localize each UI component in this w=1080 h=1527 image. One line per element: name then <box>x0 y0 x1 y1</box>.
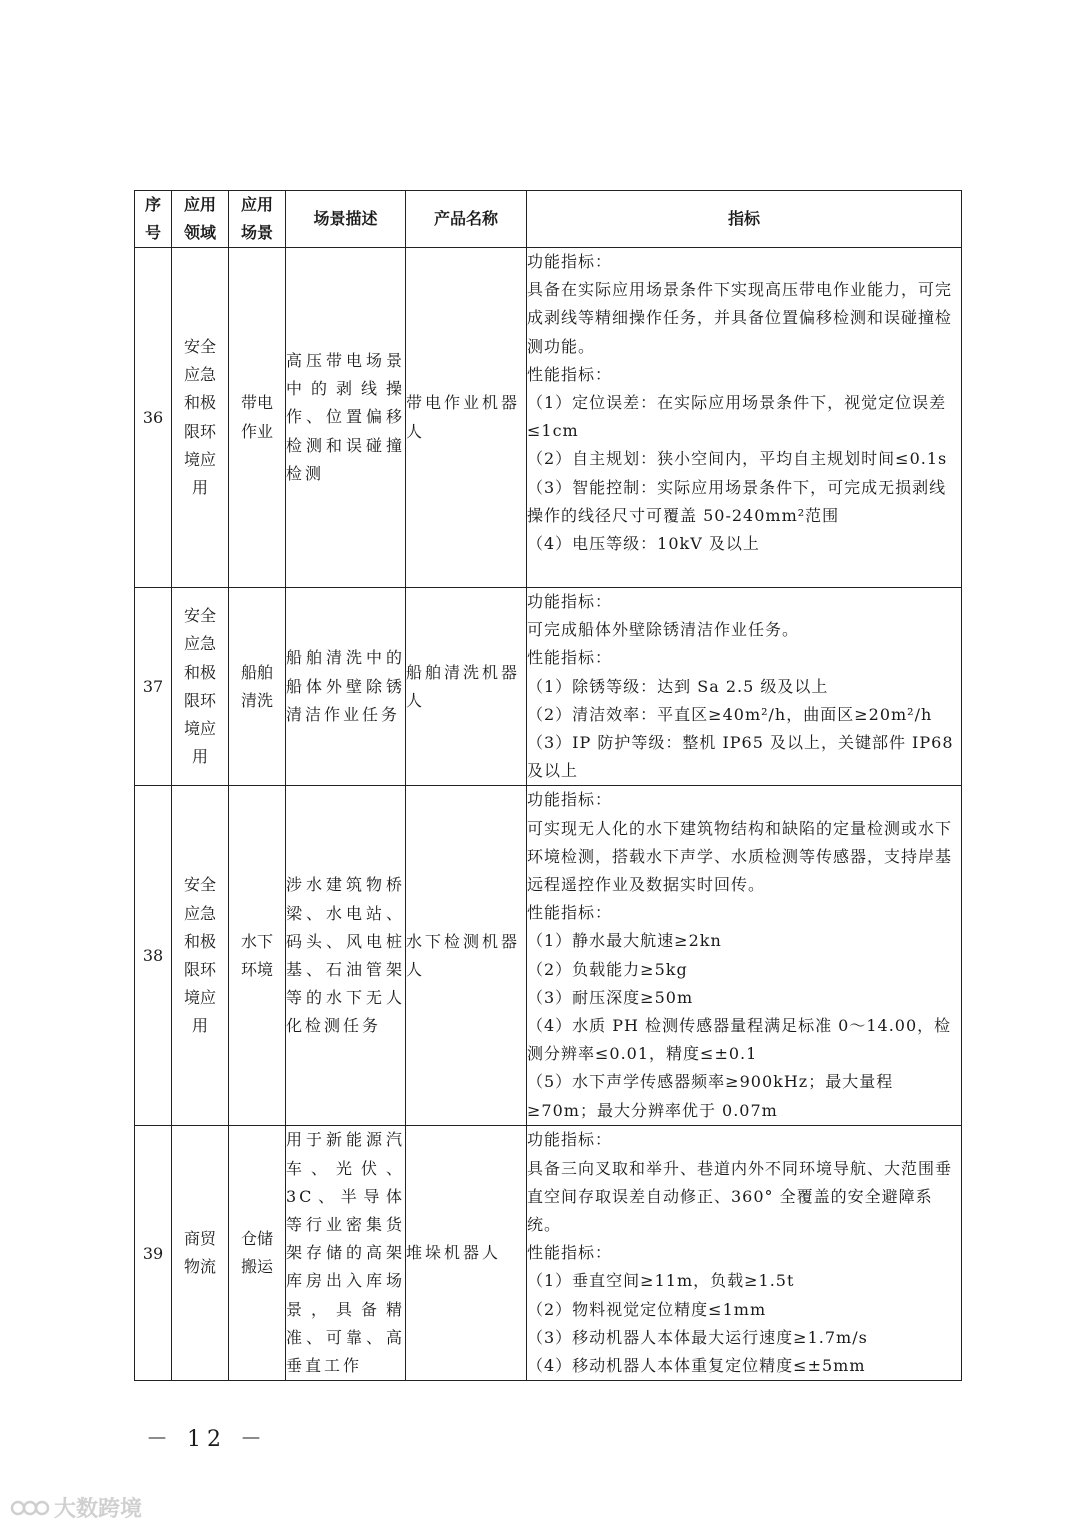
application-field-line: 和极 <box>183 662 216 682</box>
indicator-line: 性能指标： <box>527 1243 613 1263</box>
application-scene-line: 清洗 <box>240 690 273 710</box>
indicator-line: （5）水下声学传感器频率≥900kHz；最大量程≥70m；最大分辨率优于 0.07m <box>527 1072 894 1120</box>
application-field-line: 安全 <box>183 336 216 356</box>
scene-description: 高压带电场景中的剥线操作、位置偏移检测和误碰撞检测 <box>286 248 406 588</box>
indicator-line: （1）静水最大航速≥2kn <box>527 931 722 951</box>
watermark-logo-icon <box>10 1496 50 1520</box>
application-scene <box>229 786 286 1126</box>
application-field-line: 限环 <box>183 421 216 441</box>
application-field-line: 物流 <box>183 1257 216 1277</box>
indicator-line: 功能指标： <box>527 1130 613 1150</box>
product-name: 水下检测机器人 <box>406 786 527 1126</box>
indicator-line: 具备在实际应用场景条件下实现高压带电作业能力，可完成剥线等精细操作任务，并具备位置偏移检测和误碰撞检测功能。 <box>527 280 953 356</box>
application-field <box>172 1126 229 1381</box>
row-number: 37 <box>135 588 172 786</box>
application-field <box>172 248 229 588</box>
application-scene-line: 水下 <box>240 931 273 951</box>
application-field-line: 应急 <box>183 634 216 654</box>
application-scene <box>229 1126 286 1381</box>
indicator-line: 性能指标： <box>527 903 613 923</box>
indicator-line: （3）IP 防护等级：整机 IP65 及以上，关键部件 IP68 及以上 <box>527 733 954 781</box>
table-row <box>135 1126 962 1381</box>
application-field-line: 和极 <box>183 393 216 413</box>
indicator-line: 性能指标： <box>527 364 613 384</box>
application-field-line: 用 <box>191 477 208 497</box>
indicator-line: 可实现无人化的水下建筑物结构和缺陷的定量检测或水下环境检测，搭载水下声学、水质检测等传感器，支持岸基远程遥控作业及数据实时回传。 <box>527 818 953 895</box>
application-field-line: 应急 <box>183 903 216 923</box>
header-scene: 应用 场景 <box>229 191 286 248</box>
application-field-line: 安全 <box>183 875 216 895</box>
indicator-line: （1）定位误差：在实际应用场景条件下，视觉定位误差≤1cm <box>527 393 947 441</box>
application-scene-line: 仓储 <box>240 1229 273 1249</box>
row-number: 39 <box>135 1126 172 1381</box>
application-scene-line: 带电 <box>240 393 273 413</box>
application-scene-line: 作业 <box>240 421 273 441</box>
application-scene-line: 环境 <box>240 959 273 979</box>
row-number: 38 <box>135 786 172 1126</box>
indicator-line: （2）清洁效率：平直区≥40m²/h，曲面区≥20m²/h <box>527 704 933 724</box>
indicator-line: （3）移动机器人本体最大运行速度≥1.7m/s <box>527 1327 868 1347</box>
indicator-line: 功能指标： <box>527 592 613 611</box>
scene-description: 船舶清洗中的船体外壁除锈清洁作业任务 <box>286 588 406 786</box>
header-field: 应用 领域 <box>172 191 229 248</box>
application-field-line: 用 <box>191 747 208 767</box>
indicators <box>527 1126 962 1381</box>
indicator-line: 具备三向叉取和举升、巷道内外不同环境导航、大范围垂直空间存取误差自动修正、360° 全覆盖的安全避障系统。 <box>527 1158 953 1235</box>
application-scene <box>229 248 286 588</box>
row-number: 36 <box>135 248 172 588</box>
indicator-line: （1）垂直空间≥11m，负载≥1.5t <box>527 1271 795 1291</box>
table-row <box>135 588 962 786</box>
application-field-line: 限环 <box>183 959 216 979</box>
application-field-line: 用 <box>191 1016 208 1036</box>
indicators <box>527 786 962 1126</box>
application-field <box>172 786 229 1126</box>
indicator-line: （3）耐压深度≥50m <box>527 987 694 1007</box>
application-field-line: 限环 <box>183 690 216 710</box>
header-no: 序 号 <box>135 191 172 248</box>
application-field-line: 安全 <box>183 606 216 626</box>
application-scene-line: 船舶 <box>240 662 273 682</box>
application-field-line: 和极 <box>183 931 216 951</box>
indicator-line: 性能指标： <box>527 648 613 668</box>
indicator-line: （2）物料视觉定位精度≤1mm <box>527 1299 767 1319</box>
indicator-line: （4）移动机器人本体重复定位精度≤±5mm <box>527 1356 866 1376</box>
application-field <box>172 588 229 786</box>
product-name: 堆垛机器人 <box>406 1126 527 1381</box>
header-indicator: 指标 <box>527 191 962 248</box>
indicators <box>527 248 962 588</box>
application-field-line: 境应 <box>183 718 216 738</box>
watermark <box>10 1492 142 1523</box>
header-product: 产品名称 <box>406 191 527 248</box>
product-name: 船舶清洗机器人 <box>406 588 527 786</box>
application-field-line: 境应 <box>183 449 216 469</box>
indicator-line: 功能指标： <box>527 252 613 271</box>
application-scene <box>229 588 286 786</box>
page-number: － 12 － <box>146 1427 268 1452</box>
application-field-line: 商贸 <box>183 1229 216 1249</box>
indicator-table <box>134 190 962 1381</box>
indicator-line: （2）负载能力≥5kg <box>527 959 688 979</box>
indicator-line: 可完成船体外壁除锈清洁作业任务。 <box>527 620 800 640</box>
scene-description: 用于新能源汽车、光伏、3C、半导体等行业密集货架存储的高架库房出入库场景，具备精准、可靠、高垂直工作 <box>286 1126 406 1381</box>
table-row <box>135 248 962 588</box>
product-name: 带电作业机器人 <box>406 248 527 588</box>
indicator-line: （1）除锈等级：达到 Sa 2.5 级及以上 <box>527 676 829 696</box>
header-desc: 场景描述 <box>286 191 406 248</box>
application-field-line: 应急 <box>183 365 216 385</box>
indicator-line: （3）智能控制：实际应用场景条件下，可完成无损剥线操作的线径尺寸可覆盖 50-240mm²范围 <box>527 477 947 525</box>
indicators <box>527 588 962 786</box>
application-field-line: 境应 <box>183 988 216 1008</box>
table-row <box>135 786 962 1126</box>
table-header-row <box>135 191 962 248</box>
indicator-line: （4）水质 PH 检测传感器量程满足标准 0～14.00，检测分辨率≤0.01，精度≤±0.1 <box>527 1016 952 1064</box>
watermark-text: 大数跨境 <box>54 1497 143 1522</box>
indicator-line: （4）电压等级：10kV 及以上 <box>527 534 760 554</box>
indicator-line: 功能指标： <box>527 790 613 810</box>
scene-description: 涉水建筑物桥梁、水电站、码头、风电桩基、石油管架等的水下无人化检测任务 <box>286 786 406 1126</box>
indicator-line: （2）自主规划：狭小空间内，平均自主规划时间≤0.1s <box>527 449 948 469</box>
application-scene-line: 搬运 <box>240 1257 273 1277</box>
